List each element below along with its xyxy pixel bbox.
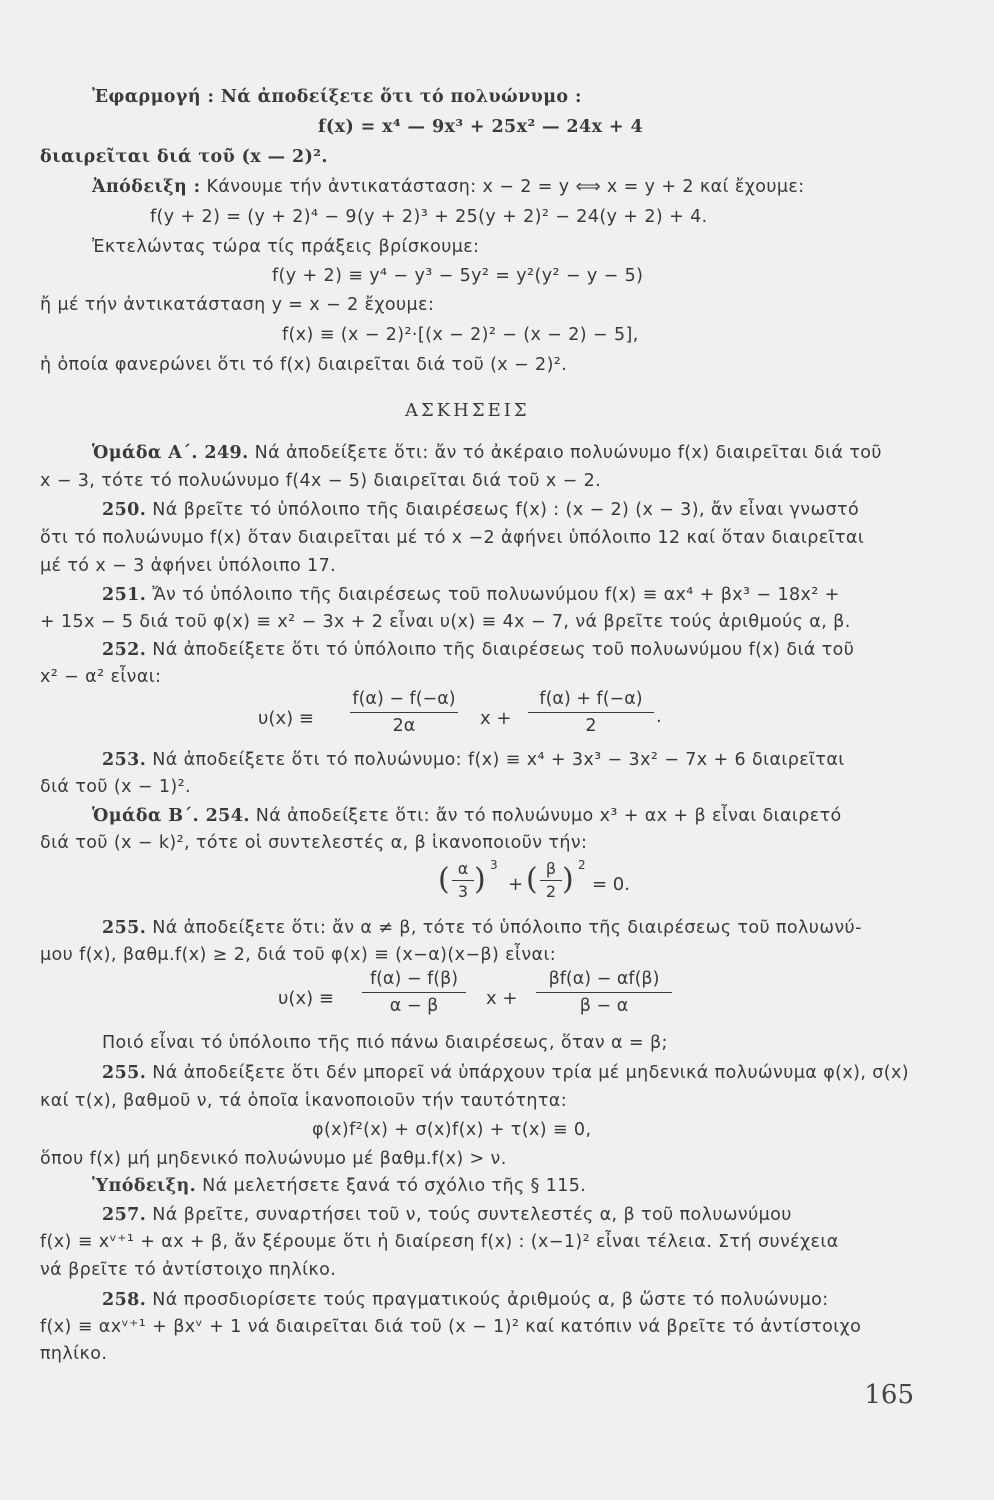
- exercise-253-text-1: Νά ἀποδείξετε ὅτι τό πολυώνυμο: f(x) ≡ x⁴ + 3x³ − 3x² − 7x + 6 διαιρεῖται: [152, 750, 845, 770]
- exercise-258-line-2: f(x) ≡ αxᵛ⁺¹ + βxᵛ + 1 νά διαιρεῖται διά τοῦ (x − 1)² καί κατόπιν νά βρεῖτε τό ἀντίστοιχο: [40, 1317, 862, 1337]
- proof-label: Ἀπόδειξη :: [92, 177, 201, 197]
- right-paren: ): [562, 862, 574, 897]
- exercise-254-fraction-1-denominator: 3: [457, 882, 469, 901]
- exercise-254-fraction-2-denominator: 2: [545, 882, 557, 901]
- exercise-257-number: 257.: [102, 1205, 147, 1225]
- exercise-252-fraction-1: [350, 688, 458, 737]
- exercise-252-end: .: [656, 706, 662, 727]
- exercise-252-fraction-1-denominator: 2α: [392, 716, 416, 736]
- fraction-bar: [362, 992, 466, 993]
- exercise-255b-number: 255.: [102, 1063, 147, 1083]
- exercise-254-plus: +: [508, 874, 524, 895]
- exercise-255-fraction-2: [536, 968, 672, 1017]
- right-paren: ): [474, 862, 486, 897]
- proof-line-3: Ἐκτελώντας τώρα τίς πράξεις βρίσκουμε:: [92, 237, 480, 257]
- exercise-254-fraction-1-numerator: α: [457, 859, 469, 878]
- exercise-252-line-1: [102, 637, 854, 663]
- exercise-255a-line-2: μου f(x), βαθμ.f(x) ≥ 2, διά τοῦ φ(x) ≡ (x−α)(x−β) εἶναι:: [40, 945, 557, 965]
- exercise-252-fraction-2-numerator: f(α) + f(−α): [539, 689, 643, 709]
- application-label: Ἐφαρμογή :: [92, 87, 215, 107]
- proof-line-4: f(y + 2) ≡ y⁴ − y³ − 5y² = y²(y² − y − 5): [272, 266, 644, 286]
- left-paren: (: [438, 862, 450, 897]
- hint-text: Νά μελετήσετε ξανά τό σχόλιο τῆς § 115.: [202, 1176, 587, 1196]
- exercise-258-line-3: πηλίκο.: [40, 1344, 108, 1364]
- exercise-252-fraction-2-denominator: 2: [585, 716, 597, 736]
- exercises-heading: ΑΣΚΗΣΕΙΣ: [405, 400, 530, 421]
- proof-line-1-text: Κάνουμε τήν ἀντικατάσταση: x − 2 = y ⟺ x = y + 2 καί ἔχουμε:: [206, 177, 805, 197]
- exercise-255b-line-1: [102, 1060, 909, 1086]
- application-divisible: διαιρεῖται διά τοῦ (x — 2)².: [40, 147, 328, 167]
- proof-line-6: f(x) ≡ (x − 2)²·[(x − 2)² − (x − 2) − 5],: [282, 325, 639, 345]
- exercise-258-text-1: Νά προσδιορίσετε τούς πραγματικούς ἀριθμούς α, β ὥστε τό πολυώνυμο:: [152, 1290, 829, 1310]
- exercise-255-fraction-2-numerator: βf(α) − αf(β): [548, 969, 660, 989]
- exercise-258-number: 258.: [102, 1290, 147, 1310]
- exercise-251-line-2: + 15x − 5 διά τοῦ φ(x) ≡ x² − 3x + 2 εἶναι υ(x) ≡ 4x − 7, νά βρεῖτε τούς ἀριθμούς α, β.: [40, 612, 851, 632]
- application-heading: [92, 84, 582, 110]
- exercise-255b-line-2: καί τ(x), βαθμοῦ ν, τά ὁποῖα ἱκανοποιοῦν τήν ταυτότητα:: [40, 1091, 568, 1111]
- exercise-253-line-2: διά τοῦ (x − 1)².: [40, 777, 191, 797]
- exercise-252-fraction-1-numerator: f(α) − f(−α): [352, 689, 456, 709]
- group-a-label: Ὁμάδα Α΄. 249.: [92, 443, 249, 463]
- exercise-251-text-1: Ἄν τό ὑπόλοιπο τῆς διαιρέσεως τοῦ πολυωνύμου f(x) ≡ αx⁴ + βx³ − 18x² +: [152, 585, 840, 605]
- exercise-249-line-1: [92, 440, 882, 466]
- fraction-bar: [536, 992, 672, 993]
- exercise-254-fraction-1: [452, 860, 474, 901]
- proof-line-7: ἡ ὁποία φανερώνει ὅτι τό f(x) διαιρεῖται διά τοῦ (x − 2)².: [40, 355, 568, 375]
- exercise-254-end: = 0.: [592, 874, 630, 895]
- fraction-bar: [350, 712, 458, 713]
- exercise-251-number: 251.: [102, 585, 147, 605]
- exercise-252-line-2: x² − α² εἶναι:: [40, 667, 162, 687]
- exercise-254-line-2: διά τοῦ (x − k)², τότε οἱ συντελεστές α, β ἱκανοποιοῦν τήν:: [40, 833, 588, 853]
- exercise-257-text-1: Νά βρεῖτε, συναρτήσει τοῦ ν, τούς συντελεστές α, β τοῦ πολυωνύμου: [152, 1205, 792, 1225]
- exercise-253-line-1: [102, 747, 845, 773]
- left-paren: (: [526, 862, 538, 897]
- exercise-252-text-1: Νά ἀποδείξετε ὅτι τό ὑπόλοιπο τῆς διαιρέσεως τοῦ πολυωνύμου f(x) διά τοῦ: [152, 640, 855, 660]
- exercise-255a-number: 255.: [102, 918, 147, 938]
- exercise-255a-text-1: Νά ἀποδείξετε ὅτι: ἄν α ≠ β, τότε τό ὑπόλοιπο τῆς διαιρέσεως τοῦ πολυωνύ-: [152, 918, 862, 938]
- exercise-252-lhs: υ(x) ≡: [258, 708, 314, 729]
- exercise-249-line-2: x − 3, τότε τό πολυώνυμο f(4x − 5) διαιρεῖται διά τοῦ x − 2.: [40, 471, 602, 491]
- exercise-254-text-1: Νά ἀποδείξετε ὅτι: ἄν τό πολυώνυμο x³ + αx + β εἶναι διαιρετό: [255, 806, 842, 826]
- exercise-253-number: 253.: [102, 750, 147, 770]
- exercise-254-line-1: [92, 803, 842, 829]
- exercise-252-fraction-2: [528, 688, 654, 737]
- fraction-bar: [528, 712, 654, 713]
- exercise-254-fraction-2: [540, 860, 562, 901]
- application-polynomial: f(x) = x⁴ — 9x³ + 25x² — 24x + 4: [318, 117, 644, 137]
- application-statement: Νά ἀποδείξετε ὅτι τό πολυώνυμο :: [220, 87, 582, 107]
- exercise-250-number: 250.: [102, 500, 147, 520]
- hint-label: Ὑπόδειξη.: [92, 1176, 197, 1196]
- exercise-252-number: 252.: [102, 640, 147, 660]
- exercise-254-exponent-2: 2: [578, 858, 586, 872]
- exercise-257-line-2: f(x) ≡ xᵛ⁺¹ + αx + β, ἄν ξέρουμε ὅτι ἡ διαίρεση f(x) : (x−1)² εἶναι τέλεια. Στή συνέχεια: [40, 1232, 839, 1252]
- exercise-255-fraction-2-denominator: β − α: [579, 996, 629, 1016]
- exercise-255-lhs: υ(x) ≡: [278, 988, 334, 1009]
- fraction-bar: [452, 880, 474, 881]
- exercise-250-text-1: Νά βρεῖτε τό ὑπόλοιπο τῆς διαιρέσεως f(x) : (x − 2) (x − 3), ἄν εἶναι γνωστό: [152, 500, 860, 520]
- fraction-bar: [540, 880, 562, 881]
- proof-line-2: f(y + 2) = (y + 2)⁴ − 9(y + 2)³ + 25(y + 2)² − 24(y + 2) + 4.: [150, 207, 708, 227]
- exercise-255b-text-1: Νά ἀποδείξετε ὅτι δέν μπορεῖ νά ὑπάρχουν τρία μέ μηδενικά πολυώνυμα φ(x), σ(x): [152, 1063, 909, 1083]
- exercise-250-line-2: ὅτι τό πολυώνυμο f(x) ὅταν διαιρεῖται μέ τό x −2 ἀφήνει ὑπόλοιπο 12 καί ὅταν διαιρεῖται: [40, 528, 865, 548]
- exercise-255b-identity: φ(x)f²(x) + σ(x)f(x) + τ(x) ≡ 0,: [312, 1120, 592, 1140]
- exercise-257-line-1: [102, 1202, 792, 1228]
- exercise-251-line-1: [102, 582, 840, 608]
- exercise-258-line-1: [102, 1287, 829, 1313]
- exercise-255-fraction-1-numerator: f(α) − f(β): [369, 969, 459, 989]
- exercise-255a-line-1: [102, 915, 862, 941]
- proof-line-1: [92, 174, 805, 200]
- hint-line: [92, 1173, 586, 1199]
- page-number: 165: [864, 1380, 914, 1410]
- group-b-label: Ὁμάδα Β΄. 254.: [92, 806, 250, 826]
- exercise-249-text-1: Νά ἀποδείξετε ὅτι: ἄν τό ἀκέραιο πολυώνυμο f(x) διαιρεῖται διά τοῦ: [254, 443, 882, 463]
- proof-line-5: ἤ μέ τήν ἀντικατάσταση y = x − 2 ἔχουμε:: [40, 295, 435, 315]
- exercise-255-fraction-1: [362, 968, 466, 1017]
- exercise-257-line-3: νά βρεῖτε τό ἀντίστοιχο πηλίκο.: [40, 1260, 337, 1280]
- exercise-252-middle: x +: [480, 708, 512, 729]
- exercise-254-fraction-2-numerator: β: [545, 859, 557, 878]
- exercise-255a-line-3: Ποιό εἶναι τό ὑπόλοιπο τῆς πιό πάνω διαιρέσεως, ὅταν α = β;: [102, 1033, 668, 1053]
- exercise-255b-line-4: ὅπου f(x) μή μηδενικό πολυώνυμο μέ βαθμ.f(x) > ν.: [40, 1149, 507, 1169]
- exercise-254-exponent-1: 3: [490, 858, 498, 872]
- exercise-250-line-1: [102, 497, 859, 523]
- exercise-255-middle: x +: [486, 988, 518, 1009]
- exercise-255-fraction-1-denominator: α − β: [389, 996, 439, 1016]
- exercise-250-line-3: μέ τό x − 3 ἀφήνει ὑπόλοιπο 17.: [40, 556, 337, 576]
